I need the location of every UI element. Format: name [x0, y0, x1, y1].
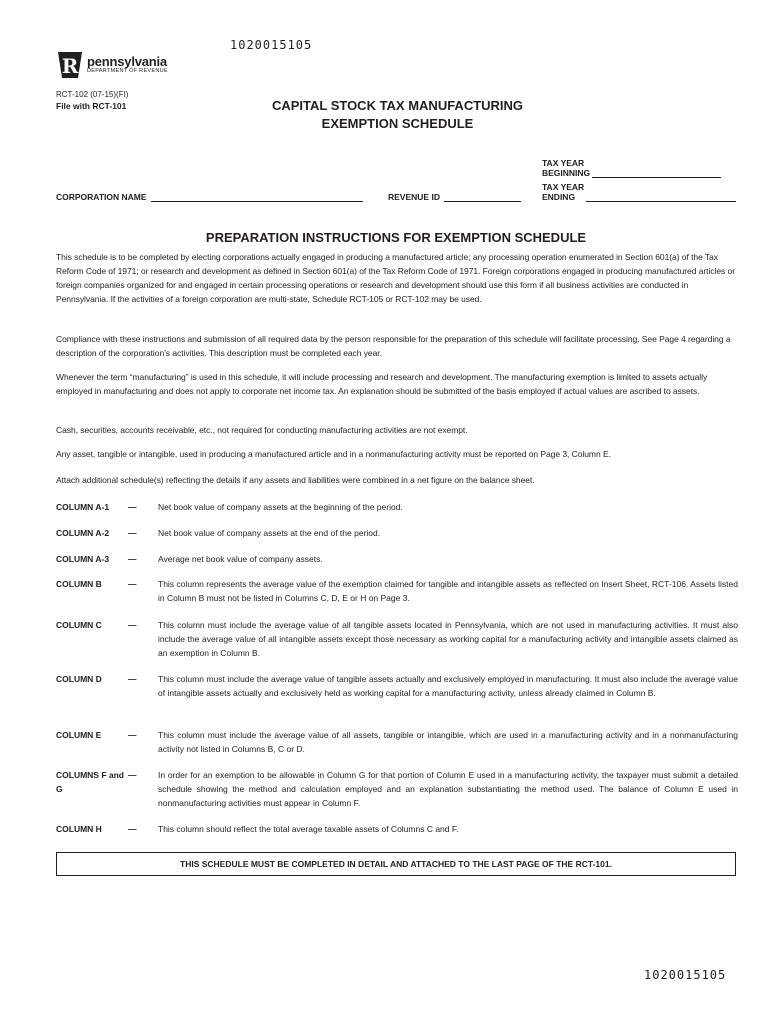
revenue-id-input[interactable] [444, 192, 521, 202]
column-row-h [56, 822, 738, 836]
column-description: Net book value of company assets at the end of the period. [158, 528, 381, 538]
form-title [200, 97, 595, 133]
tax-year-beginning-label-2: BEGINNING [542, 168, 591, 178]
column-dash: — [128, 620, 137, 630]
keystone-r-icon [56, 52, 84, 78]
revenue-id-label: REVENUE ID [388, 192, 440, 202]
column-description: This column should reflect the total average taxable assets of Columns C and F. [158, 824, 459, 834]
column-dash: — [128, 730, 137, 740]
column-dash: — [128, 674, 137, 684]
file-with-note: File with RCT-101 [56, 101, 127, 111]
form-id: RCT-102 (07-15)(FI) [56, 90, 129, 99]
instruction-paragraph: Any asset, tangible or intangible, used in producing a manufactured article and in a nonmanufacturing activity must be reported on Page 3, Column E. [56, 449, 611, 459]
column-dash: — [128, 502, 137, 512]
instruction-paragraph: Attach additional schedule(s) reflecting the details if any assets and liabilities were combined in a net figure on the balance sheet. [56, 475, 535, 485]
column-label: COLUMN C [56, 620, 102, 630]
logo-department: DEPARTMENT OF REVENUE [87, 68, 168, 75]
tax-year-ending-input[interactable] [586, 192, 736, 202]
instruction-paragraph: Cash, securities, accounts receivable, etc., not required for conducting manufacturing activities are not exempt. [56, 425, 468, 435]
column-label: COLUMN D [56, 674, 102, 684]
column-dash: — [128, 770, 137, 780]
instructions-heading: PREPARATION INSTRUCTIONS FOR EXEMPTION SCHEDULE [205, 230, 587, 245]
column-description: This column must include the average value of tangible assets actually and exclusively employed in manufacturing. It must also include the average value of intangible assets actually and exclusively held as working capital for a manufacturing activity, unless already claimed in Column B. [158, 674, 738, 698]
instruction-paragraph: Compliance with these instructions and submission of all required data by the person responsible for the preparation of this schedule will facilitate processing. See Page 4 regarding a description of the corporation’s activities. This description must be completed each year. [56, 334, 731, 358]
corporation-name-input[interactable] [151, 192, 363, 202]
instruction-paragraph: This schedule is to be completed by electing corporations actually engaged in producing a manufactured article; any processing operation enumerated in Section 601(a) of the Tax Reform Code of 1971; or research and development as defined in Section 601(a) of the Tax Reform Code of 1971. Foreign corporations engaged in producing manufactured articles or foreign companies organized for and engaged in certain processing operations or research and development should use this form if all business activities are conducted in Pennsylvania. If the activities of a foreign corporation are multi-state, Schedule RCT-105 or RCT-102 may be used. [56, 252, 736, 304]
column-dash: — [128, 579, 137, 589]
instruction-paragraph: Whenever the term “manufacturing” is used in this schedule, it will include processing and research and development. The manufacturing exemption is limited to assets actually employed in manufacturing and does not apply to corporate net income tax. An explanation should be submitted of the basis employed if actual values are ascribed to assets. [56, 372, 708, 396]
title-line-2: EXEMPTION SCHEDULE [321, 116, 474, 131]
corporation-name-label: CORPORATION NAME [56, 192, 147, 202]
column-description: This column must include the average value of all assets, tangible or intangible, which are used in a manufacturing activity and in a nonmanufacturing activity not listed in Columns B, C or D. [158, 730, 738, 754]
column-label: COLUMN H [56, 824, 102, 834]
column-row-a3 [56, 552, 738, 566]
logo-name: pennsylvania [87, 54, 167, 70]
barcode-number-bottom: 1020015105 [644, 968, 727, 982]
column-description: This column represents the average value of the exemption claimed for tangible and intangible assets as reflected on Insert Sheet, RCT-106. Assets listed in Column B must not be listed in Columns C, D, E or H on Page 3. [158, 579, 738, 603]
column-label: COLUMN E [56, 730, 102, 740]
column-row-f-g [56, 768, 738, 810]
column-description: This column must include the average value of all tangible assets located in Pennsylvania, which are not used in manufacturing activities. It must also include the average value of all intangible assets except those necessary as working capital for a manufacturing activity and intangible assets claimed as an exemption in Column B. [158, 620, 738, 658]
column-description: Net book value of company assets at the beginning of the period. [158, 502, 403, 512]
completion-notice-box: THIS SCHEDULE MUST BE COMPLETED IN DETAIL AND ATTACHED TO THE LAST PAGE OF THE RCT-101. [56, 852, 736, 876]
column-label: COLUMN A-1 [56, 502, 110, 512]
pa-revenue-logo [56, 52, 168, 78]
column-row-c [56, 618, 738, 660]
column-dash: — [128, 824, 137, 834]
tax-year-ending-field [542, 182, 736, 202]
column-dash: — [128, 554, 137, 564]
column-row-e [56, 728, 738, 756]
column-description: Average net book value of company assets. [158, 554, 323, 564]
tax-year-beginning-field [542, 158, 721, 178]
barcode-number-top: 1020015105 [230, 38, 313, 52]
revenue-id-field [388, 192, 521, 202]
column-description: In order for an exemption to be allowable in Column G for that portion of Column E used in a manufacturing activity, the taxpayer must submit a detailed schedule showing the method and calculation employed and an explanation substantiating the method used. The balance of Column E used in nonmanufacturing activities must appear in Column F. [158, 770, 738, 808]
column-dash: — [128, 528, 137, 538]
column-row-a2 [56, 526, 738, 540]
column-label: COLUMNS F and G [56, 770, 124, 794]
tax-year-ending-label-2: ENDING [542, 192, 576, 202]
column-label: COLUMN B [56, 579, 102, 589]
title-line-1: CAPITAL STOCK TAX MANUFACTURING [271, 98, 524, 113]
svg-text:R: R [61, 54, 79, 78]
corporation-name-field [56, 192, 363, 202]
column-row-a1 [56, 500, 738, 514]
column-row-b [56, 577, 738, 605]
column-row-d [56, 672, 738, 700]
tax-year-beginning-label-1: TAX YEAR [542, 158, 585, 168]
column-label: COLUMN A-2 [56, 528, 110, 538]
tax-year-beginning-input[interactable] [592, 168, 721, 178]
column-label: COLUMN A-3 [56, 554, 110, 564]
tax-year-ending-label-1: TAX YEAR [542, 182, 585, 192]
